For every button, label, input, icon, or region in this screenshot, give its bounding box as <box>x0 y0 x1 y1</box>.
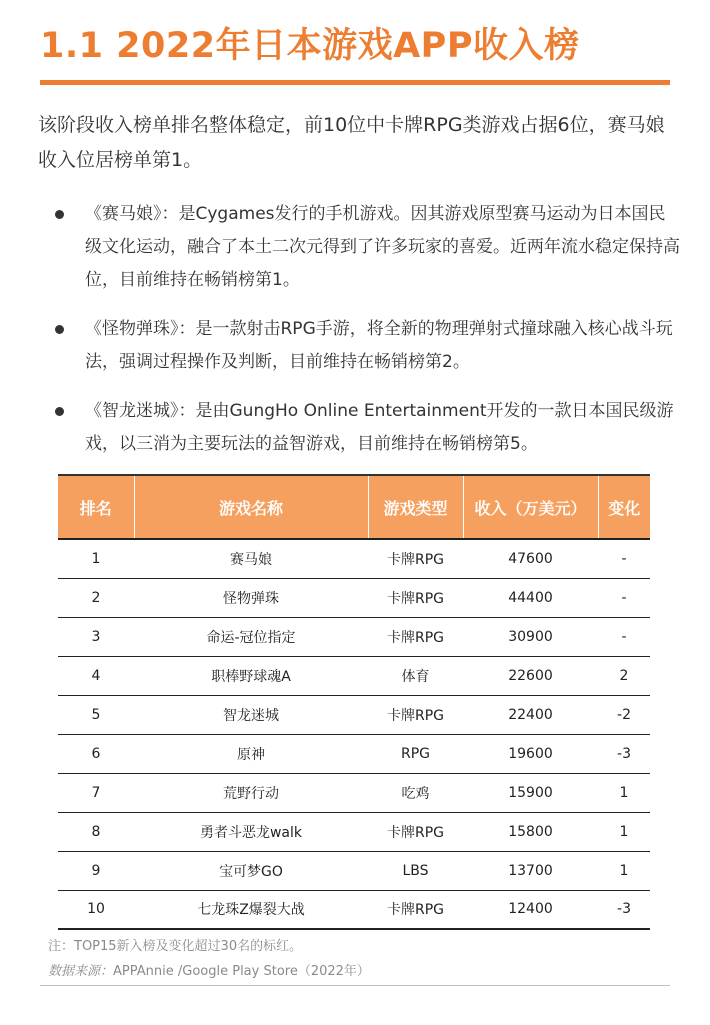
cell-game-type: 卡牌RPG <box>368 890 463 929</box>
bullet-text: 《智龙迷城》：是由GungHo Online Entertainment开发的一款日本国民级游戏，以三消为主要玩法的益智游戏，目前维持在畅销榜第5。 <box>85 401 674 454</box>
cell-change: 1 <box>598 851 650 890</box>
header-change: 变化 <box>598 475 650 539</box>
cell-game-name: 赛马娘 <box>134 539 368 578</box>
cell-rank: 8 <box>58 812 134 851</box>
table-row <box>58 812 650 851</box>
cell-game-name: 勇者斗恶龙walk <box>134 812 368 851</box>
cell-change: - <box>598 617 650 656</box>
cell-game-name: 宝可梦GO <box>134 851 368 890</box>
cell-game-type: LBS <box>368 851 463 890</box>
cell-rank: 10 <box>58 890 134 929</box>
cell-rank: 6 <box>58 734 134 773</box>
data-source <box>48 960 370 979</box>
table-row <box>58 890 650 929</box>
cell-change: -2 <box>598 695 650 734</box>
cell-game-type: 卡牌RPG <box>368 812 463 851</box>
table-row <box>58 656 650 695</box>
cell-change: -3 <box>598 734 650 773</box>
cell-rank: 5 <box>58 695 134 734</box>
cell-revenue: 22600 <box>463 656 598 695</box>
bullet-text: 《怪物弹珠》：是一款射击RPG手游，将全新的物理弹射式撞球融入核心战斗玩法，强调过程操作及判断，目前维持在畅销榜第2。 <box>85 319 673 372</box>
cell-change: -3 <box>598 890 650 929</box>
bullet-dot-icon <box>55 407 64 416</box>
bullet-list <box>55 198 680 461</box>
cell-revenue: 15900 <box>463 773 598 812</box>
source-text: APPAnnie /Google Play Store（2022年） <box>113 964 370 979</box>
table-row <box>58 695 650 734</box>
cell-revenue: 47600 <box>463 539 598 578</box>
cell-change: - <box>598 539 650 578</box>
cell-game-name: 怪物弹珠 <box>134 578 368 617</box>
cell-change: 1 <box>598 812 650 851</box>
page-title: 1.1 2022年日本游戏APP收入榜 <box>40 26 580 66</box>
bullet-dot-icon <box>55 325 64 334</box>
cell-rank: 3 <box>58 617 134 656</box>
cell-game-type: 卡牌RPG <box>368 617 463 656</box>
header-rank: 排名 <box>58 475 134 539</box>
bullet-item <box>55 395 680 461</box>
table-row <box>58 851 650 890</box>
intro-paragraph: 该阶段收入榜单排名整体稳定，前10位中卡牌RPG类游戏占据6位，赛马娘收入位居榜单第1。 <box>38 114 665 171</box>
footer-divider <box>40 985 670 986</box>
cell-revenue: 12400 <box>463 890 598 929</box>
cell-game-name: 智龙迷城 <box>134 695 368 734</box>
cell-change: 1 <box>598 773 650 812</box>
bullet-dot-icon <box>55 210 64 219</box>
cell-revenue: 22400 <box>463 695 598 734</box>
table-row <box>58 734 650 773</box>
cell-game-type: 卡牌RPG <box>368 695 463 734</box>
cell-revenue: 30900 <box>463 617 598 656</box>
table-header-row <box>58 475 650 539</box>
cell-game-name: 七龙珠Z爆裂大战 <box>134 890 368 929</box>
cell-game-type: 卡牌RPG <box>368 539 463 578</box>
cell-rank: 1 <box>58 539 134 578</box>
cell-revenue: 13700 <box>463 851 598 890</box>
header-game-type: 游戏类型 <box>368 475 463 539</box>
cell-revenue: 15800 <box>463 812 598 851</box>
cell-game-type: 吃鸡 <box>368 773 463 812</box>
cell-rank: 7 <box>58 773 134 812</box>
cell-change: 2 <box>598 656 650 695</box>
cell-game-name: 荒野行动 <box>134 773 368 812</box>
cell-game-name: 职棒野球魂A <box>134 656 368 695</box>
cell-rank: 9 <box>58 851 134 890</box>
cell-change: - <box>598 578 650 617</box>
bullet-text: 《赛马娘》：是Cygames发行的手机游戏。因其游戏原型赛马运动为日本国民级文化运动，融合了本土二次元得到了许多玩家的喜爱。近两年流水稳定保持高位，目前维持在畅销榜第1。 <box>85 204 680 290</box>
cell-game-name: 命运-冠位指定 <box>134 617 368 656</box>
bullet-item <box>55 198 680 297</box>
source-label: 数据来源： <box>48 964 114 979</box>
cell-revenue: 19600 <box>463 734 598 773</box>
title-divider <box>40 80 670 85</box>
cell-game-type: 体育 <box>368 656 463 695</box>
table-row <box>58 539 650 578</box>
header-game-name: 游戏名称 <box>134 475 368 539</box>
cell-rank: 2 <box>58 578 134 617</box>
cell-game-type: 卡牌RPG <box>368 578 463 617</box>
cell-rank: 4 <box>58 656 134 695</box>
bullet-item <box>55 313 680 379</box>
table-note: 注：TOP15新入榜及变化超过30名的标红。 <box>48 939 303 954</box>
cell-game-type: RPG <box>368 734 463 773</box>
revenue-ranking-table <box>58 474 650 930</box>
table-row <box>58 578 650 617</box>
cell-revenue: 44400 <box>463 578 598 617</box>
header-revenue: 收入（万美元） <box>463 475 598 539</box>
table-row <box>58 773 650 812</box>
cell-game-name: 原神 <box>134 734 368 773</box>
table-row <box>58 617 650 656</box>
